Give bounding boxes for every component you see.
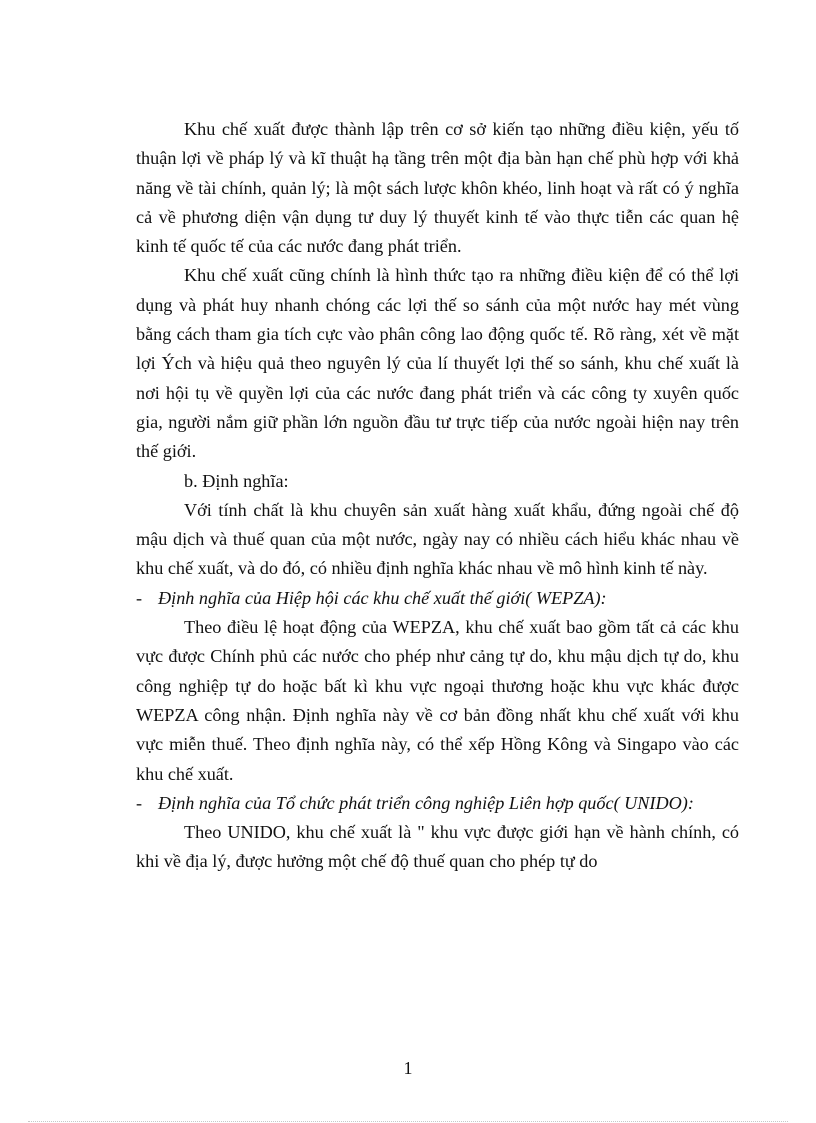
section-heading: b. Định nghĩa: [184, 470, 289, 491]
paragraph-unido: Theo UNIDO, khu chế xuất là " khu vực được giới hạn về hành chính, có khi về địa lý, được hưởng một chế độ thuế quan cho phép tự do [136, 822, 739, 872]
wepza-heading-text: Định nghĩa của Hiệp hội các khu chế xuất thế giới( WEPZA): [158, 587, 607, 608]
page-body [136, 115, 739, 877]
unido-heading [136, 789, 739, 818]
bullet-dash: - [136, 792, 143, 813]
paragraph-intro-1: Khu chế xuất được thành lập trên cơ sở kiến tạo những điều kiện, yếu tố thuận lợi về pháp lý và kĩ thuật hạ tầng trên một địa bàn hạn chế phù hợp với khả năng về tài chính, quản lý; là một sách lược khôn khéo, linh hoạt và rất có ý nghĩa cả về phương diện vận dụng tư duy lý thuyết kinh tế vào thực tiễn các quan hệ kinh tế quốc tế của các nước đang phát triển. [136, 119, 739, 257]
page-number: 1 [403, 1058, 413, 1078]
paragraph-intro-2: Khu chế xuất cũng chính là hình thức tạo ra những điều kiện để có thể lợi dụng và phát huy nhanh chóng các lợi thế so sánh của một nước hay mét vùng bằng cách tham gia tích cực vào phân công lao động quốc tế. Rõ ràng, xét về mặt lợi Ých và hiệu quả theo nguyên lý của lí thuyết lợi thế so sánh, khu chế xuất là nơi hội tụ về quyền lợi của các nước đang phát triển và các công ty xuyên quốc gia, người nắm giữ phần lớn nguồn đầu tư trực tiếp của nước ngoài hiện nay trên thế giới. [136, 265, 739, 462]
bullet-dash: - [136, 587, 143, 608]
paragraph-wepza: Theo điều lệ hoạt động của WEPZA, khu chế xuất bao gồm tất cả các khu vực được Chính phủ các nước cho phép như cảng tự do, khu mậu dịch tự do, khu công nghiệp tự do hoặc bất kì khu vực ngoại thương hoặc khu vực khác được WEPZA công nhận. Định nghĩa này về cơ bản đồng nhất khu chế xuất với khu vực miễn thuế. Theo định nghĩa này, có thể xếp Hồng Kông và Singapo vào các khu chế xuất. [136, 617, 739, 784]
wepza-heading [136, 584, 739, 613]
paragraph-definition-intro: Với tính chất là khu chuyên sản xuất hàng xuất khẩu, đứng ngoài chế độ mậu dịch và thuế quan của một nước, ngày nay có nhiều cách hiểu khác nhau về khu chế xuất, và do đó, có nhiều định nghĩa khác nhau về mô hình kinh tế này. [136, 499, 739, 579]
unido-heading-text: Định nghĩa của Tổ chức phát triển công nghiệp Liên hợp quốc( UNIDO): [158, 792, 694, 813]
page-bottom-rule [28, 1121, 788, 1122]
